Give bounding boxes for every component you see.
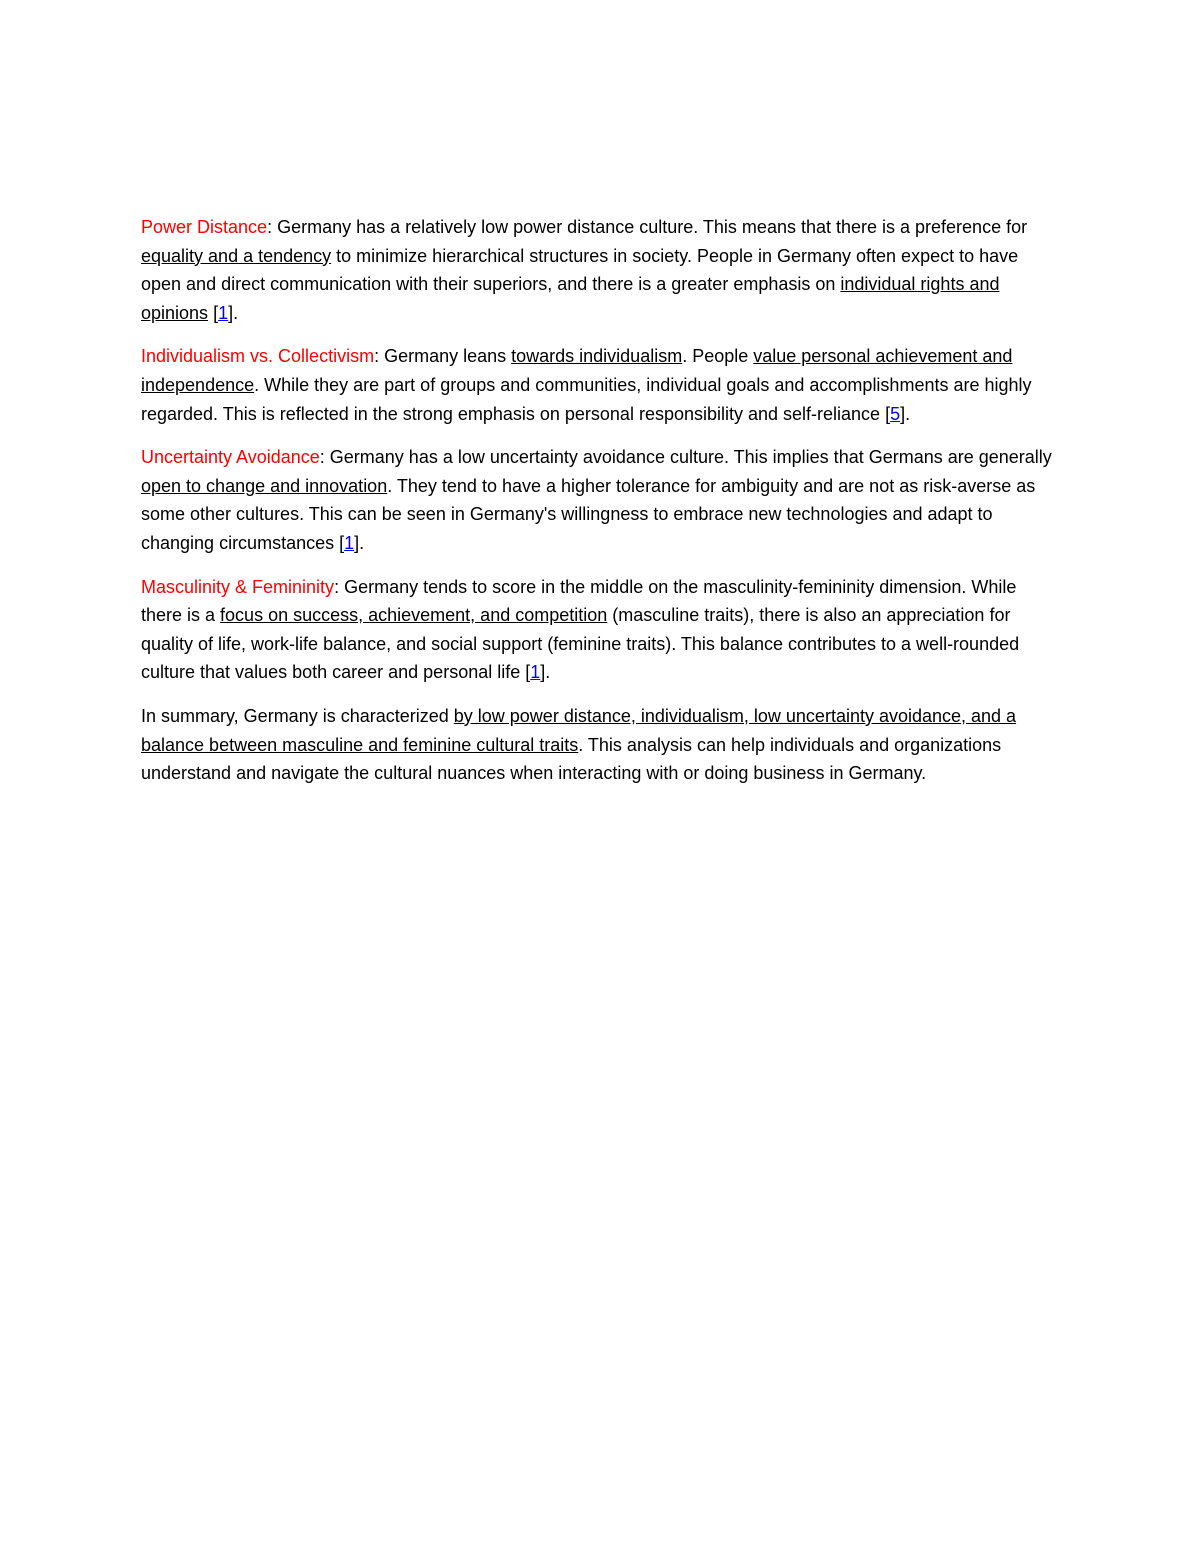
- underlined-phrase: equality and a tendency: [141, 245, 332, 266]
- text-segment: ].: [354, 532, 365, 553]
- reference-link-1[interactable]: 1: [344, 532, 355, 553]
- text-segment: (masculine traits), there is also an appreciation for quality of life, work-life balance, and social support (feminine traits). This balance contributes to a well-rounded culture that values both career and personal life [: [141, 605, 1020, 683]
- heading-individualism: Individualism vs. Collectivism: [141, 346, 375, 367]
- underlined-phrase: open to change and innovation: [141, 475, 388, 496]
- text-segment: . This analysis can help individuals and organizations understand and navigate the cultural nuances when interacting with or doing business in Germany.: [141, 734, 1002, 784]
- text-segment: : Germany has a low uncertainty avoidance culture. This implies that Germans are generally: [319, 447, 1052, 468]
- underlined-phrase: focus on success, achievement, and competition: [220, 605, 608, 626]
- underlined-phrase: by low power distance, individualism, low uncertainty avoidance, and a balance between masculine and feminine cultural traits: [141, 705, 1017, 755]
- heading-power-distance: Power Distance: [141, 217, 268, 237]
- heading-masculinity-femininity: Masculinity & Femininity: [141, 576, 335, 597]
- underlined-phrase: individual rights and opinions: [141, 274, 1000, 323]
- text-segment: : Germany tends to score in the middle on the masculinity-femininity dimension. While there is a: [141, 576, 1017, 626]
- document-page: [141, 213, 1061, 803]
- text-segment: In summary, Germany is characterized: [141, 705, 454, 726]
- text-segment: ].: [540, 662, 551, 683]
- text-segment: ].: [900, 403, 911, 424]
- reference-link-5[interactable]: 5: [890, 403, 901, 424]
- text-segment: . They tend to have a higher tolerance for ambiguity and are not as risk-averse as some other cultures. This can be seen in Germany's willingness to embrace new technologies and adapt to changing circumstances [: [141, 475, 1036, 553]
- underlined-phrase: value personal achievement and independence: [141, 346, 1013, 395]
- text-segment: [: [208, 302, 219, 323]
- reference-link-1[interactable]: 1: [530, 662, 541, 683]
- text-segment: ].: [228, 302, 239, 323]
- heading-uncertainty-avoidance: Uncertainty Avoidance: [141, 447, 320, 468]
- text-segment: . People: [682, 346, 754, 367]
- underlined-phrase: towards individualism: [511, 346, 683, 367]
- paragraph-power-distance: [141, 213, 1061, 327]
- reference-link-1[interactable]: 1: [218, 302, 229, 323]
- paragraph-summary: [141, 702, 1061, 788]
- paragraph-uncertainty-avoidance: [141, 443, 1061, 557]
- paragraph-masculinity-femininity: [141, 573, 1061, 687]
- text-segment: to minimize hierarchical structures in society. People in Germany often expect to have open and direct communication with their superiors, and there is a greater emphasis on: [141, 245, 1019, 295]
- text-segment: : Germany leans: [374, 346, 512, 367]
- text-segment: : Germany has a relatively low power distance culture. This means that there is a preference for: [267, 217, 1028, 237]
- text-segment: . While they are part of groups and communities, individual goals and accomplishments are highly regarded. This is reflected in the strong emphasis on personal responsibility and self-reliance [: [141, 374, 1032, 424]
- paragraph-individualism: [141, 342, 1061, 428]
